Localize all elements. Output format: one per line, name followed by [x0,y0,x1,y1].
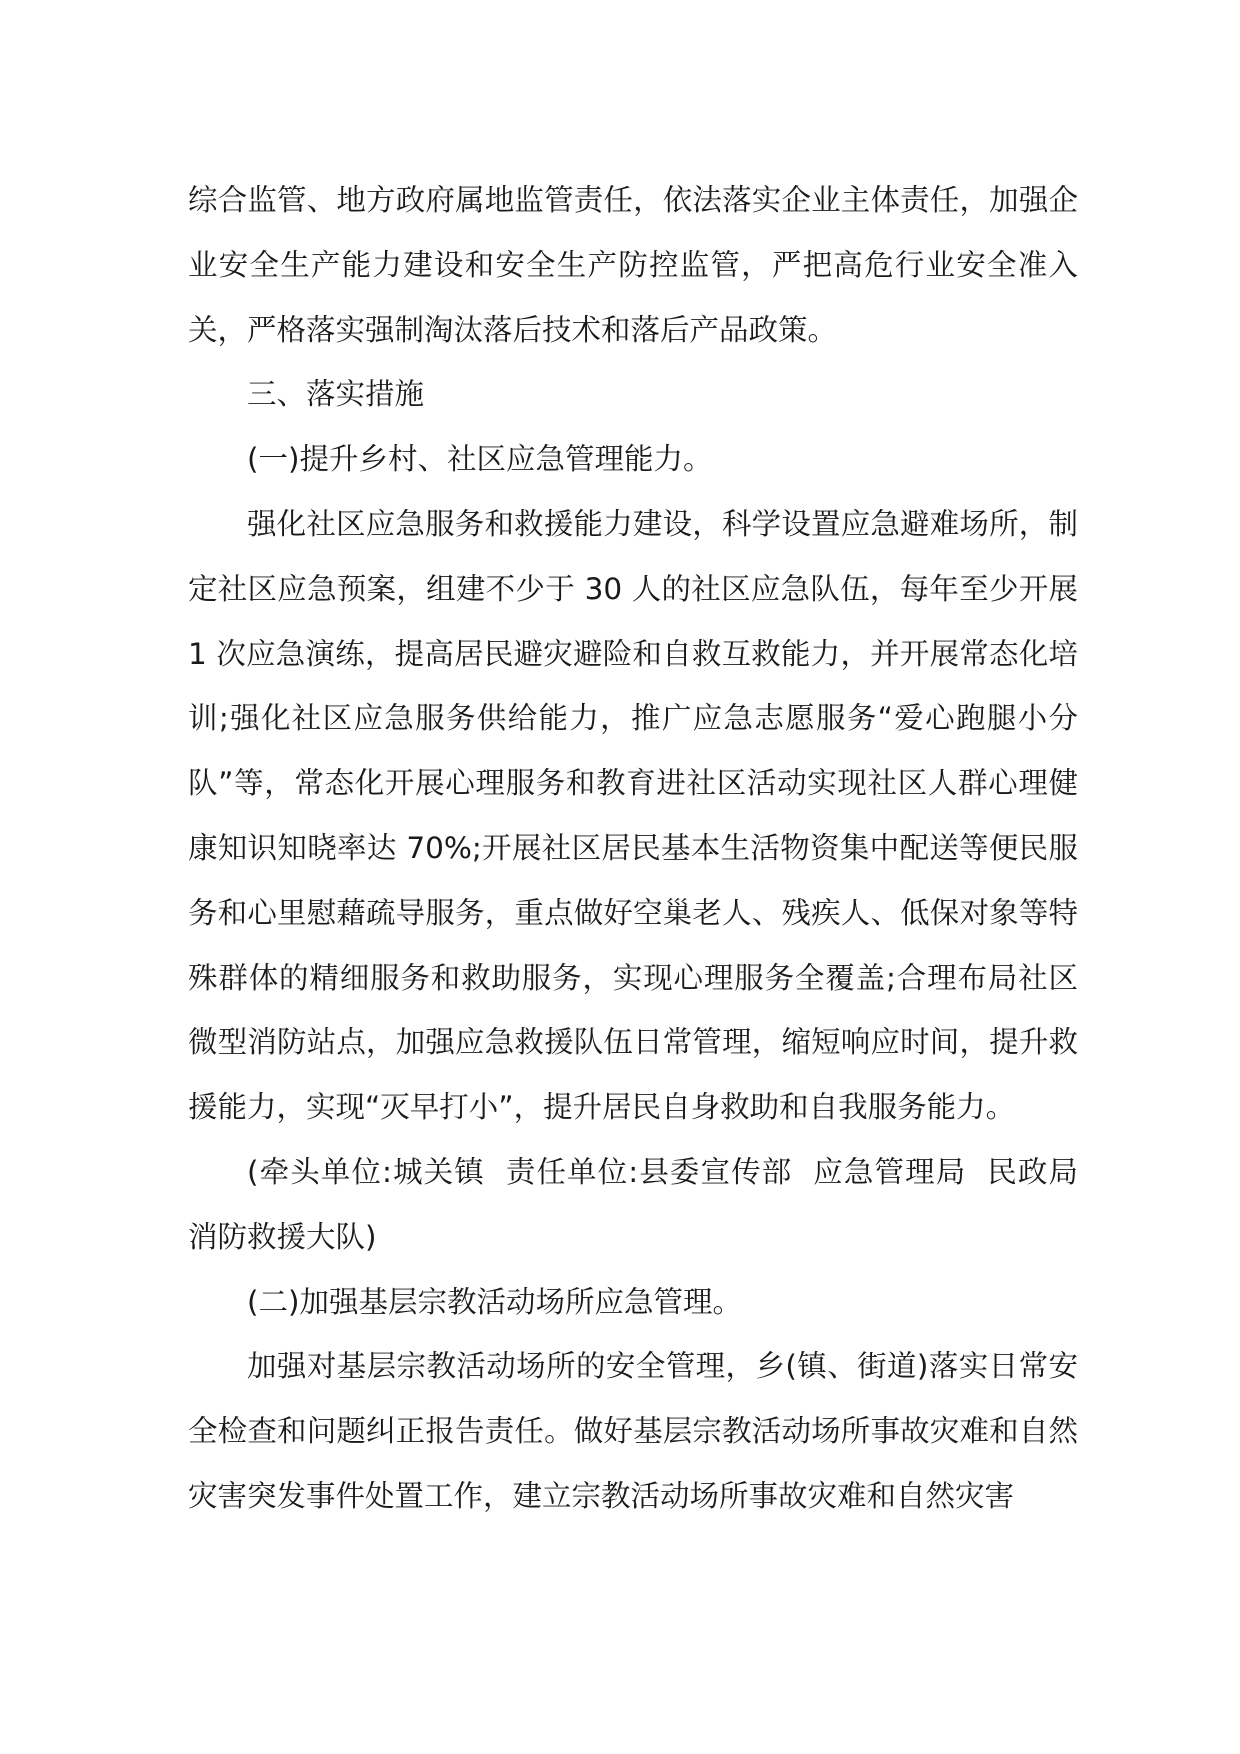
document-body [188,168,1088,1529]
paragraph-community-emergency: 强化社区应急服务和救援能力建设，科学设置应急避难场所，制定社区应急预案，组建不少于 30 人的社区应急队伍，每年至少开展 1 次应急演练，提高居民避灾避险和自救互救能力，并开展常态化培训;强化社区应急服务供给能力，推广应急志愿服务“爱心跑腿小分队”等，常态化开展心理服务和教育进社区活动实现社区人群心理健康知识知晓率达 70%;开展社区居民基本生活物资集中配送等便民服务和心里慰藉疏导服务，重点做好空巢老人、残疾人、低保对象等特殊群体的精细服务和救助服务，实现心理服务全覆盖;合理布局社区微型消防站点，加强应急救援队伍日常管理，缩短响应时间，提升救援能力，实现“灭早打小”，提升居民自身救助和自我服务能力。 [188,506,1088,1125]
subsection-heading-community-emergency: (一)提升乡村、社区应急管理能力。 [247,442,713,477]
subsection-heading-religious-sites: (二)加强基层宗教活动场所应急管理。 [247,1284,743,1319]
paragraph-continued-responsibilities: 综合监管、地方政府属地监管责任，依法落实企业主体责任，加强企业安全生产能力建设和安全生产防控监管，严把高危行业安全准入关，严格落实强制淘汰落后技术和落后产品政策。 [188,183,1078,347]
paragraph-religious-sites: 加强对基层宗教活动场所的安全管理，乡(镇、街道)落实日常安全检查和问题纠正报告责任。做好基层宗教活动场所事故灾难和自然灾害突发事件处置工作，建立宗教活动场所事故灾难和自然灾害 [188,1349,1078,1513]
section-heading-implementation-measures: 三、落实措施 [247,377,425,412]
paragraph-responsible-units: (牵头单位:城关镇 责任单位:县委宣传部 应急管理局 民政局 消防救援大队) [188,1154,1088,1254]
